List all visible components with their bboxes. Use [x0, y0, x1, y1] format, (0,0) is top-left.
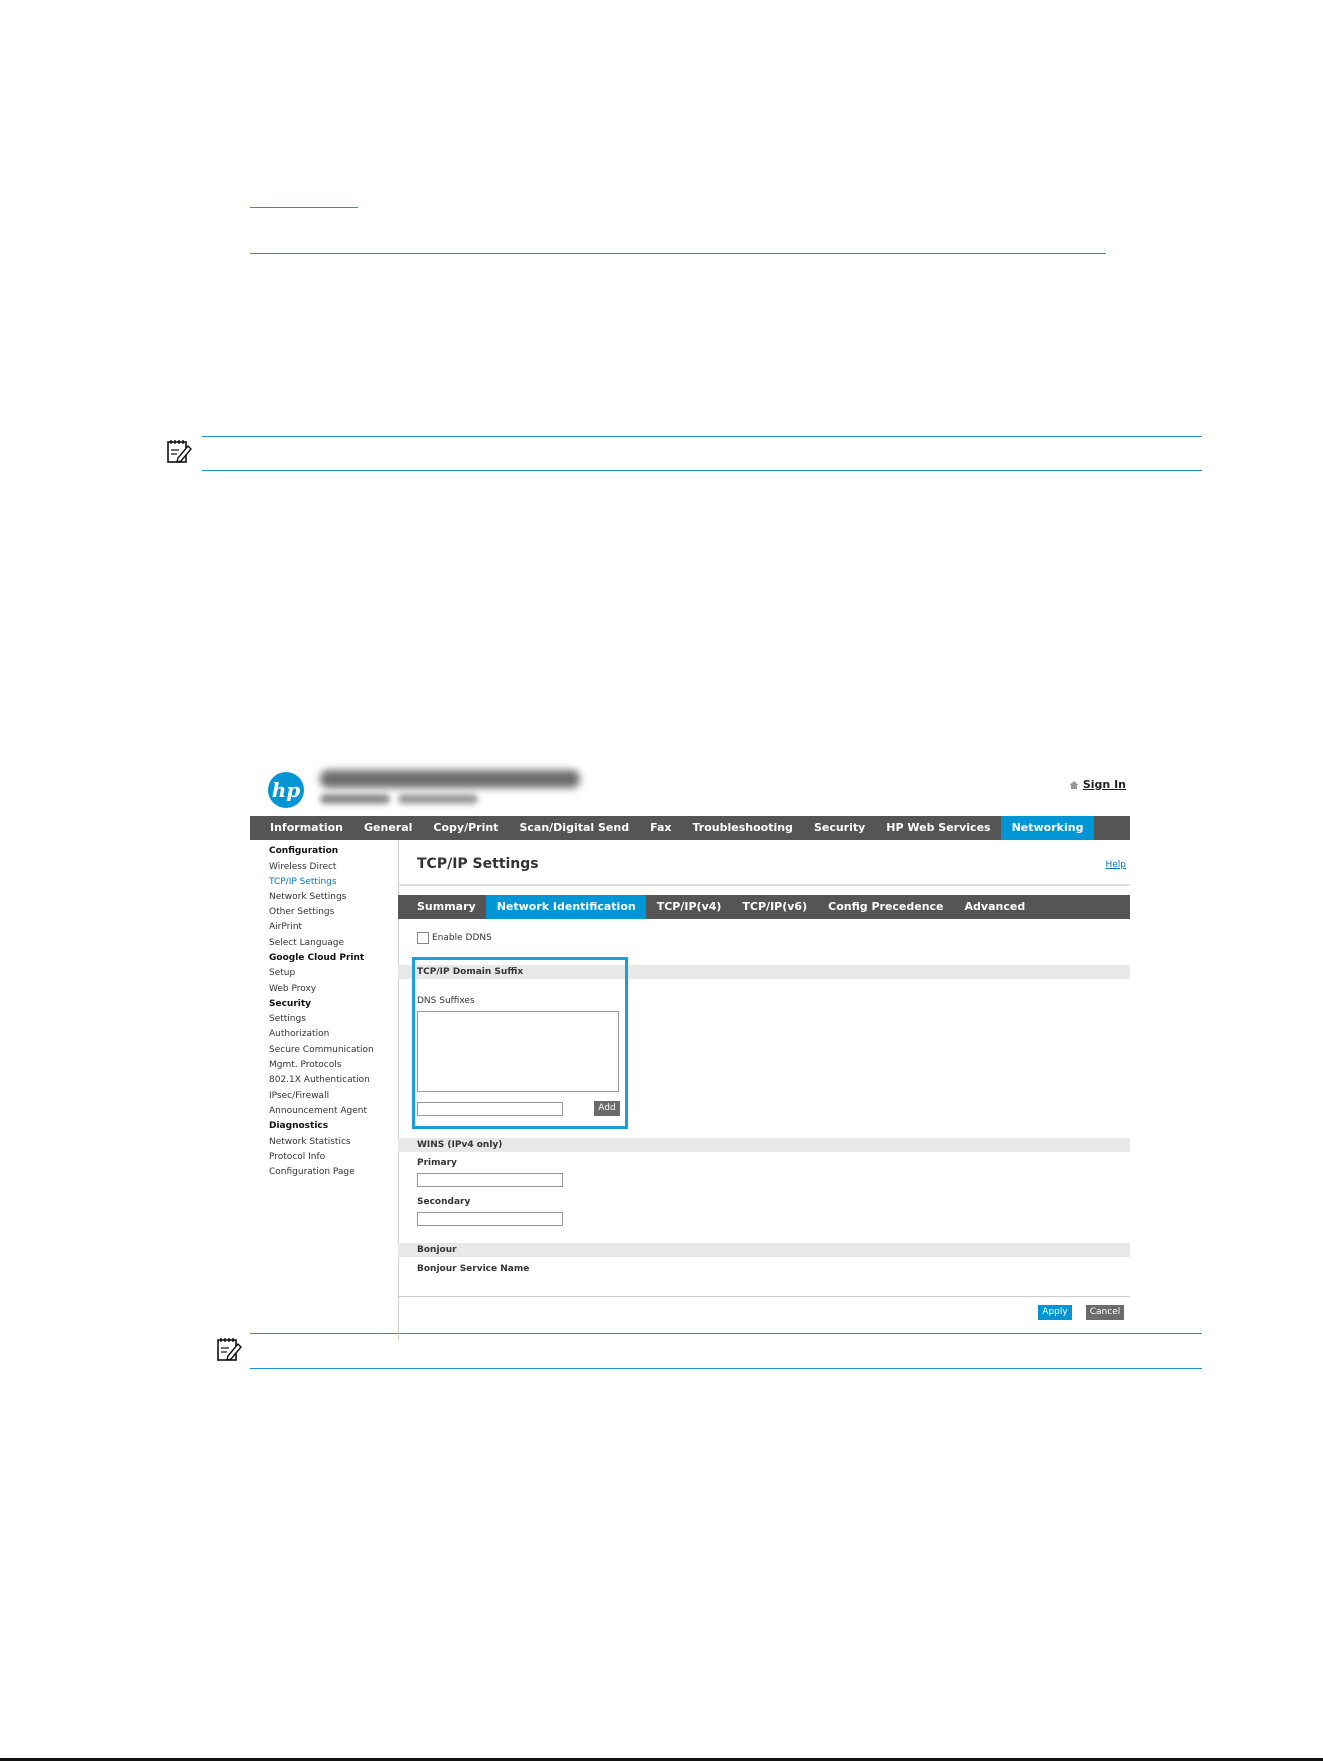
tab-hp-web-services[interactable]: HP Web Services [886, 821, 991, 834]
sidebar-heading-configuration: Configuration [269, 846, 339, 856]
title-divider [398, 884, 1130, 886]
sidebar-item-authorization[interactable]: Authorization [269, 1029, 330, 1039]
form-footer-divider [398, 1296, 1130, 1297]
sidebar-item-ipsec-firewall[interactable]: IPsec/Firewall [269, 1091, 330, 1101]
sidebar-item-8021x-authentication[interactable]: 802.1X Authentication [269, 1075, 370, 1085]
enable-ddns-label: Enable DDNS [432, 933, 492, 943]
tab-advanced[interactable]: Advanced [964, 900, 1026, 913]
cancel-button[interactable]: Cancel [1086, 1305, 1124, 1320]
sidebar-item-other-settings[interactable]: Other Settings [269, 907, 335, 917]
apply-button[interactable]: Apply [1038, 1305, 1072, 1320]
note-rule-bottom [202, 470, 1202, 471]
note-icon [216, 1336, 242, 1362]
link-underline-long[interactable] [250, 253, 1106, 254]
sidebar-heading-security: Security [269, 999, 312, 1009]
domain-suffix-section-title: TCP/IP Domain Suffix [417, 967, 524, 977]
tab-network-identification[interactable]: Network Identification [486, 895, 646, 919]
note-rule-bottom [250, 1368, 1202, 1369]
tab-networking[interactable]: Networking [1001, 816, 1094, 840]
sidebar-item-secure-communication[interactable]: Secure Communication [269, 1045, 374, 1055]
tab-tcpip-v4[interactable]: TCP/IP(v4) [656, 900, 722, 913]
wins-section-title: WINS (IPv4 only) [417, 1140, 503, 1150]
note-rule-top [202, 436, 1202, 437]
sidebar-item-airprint[interactable]: AirPrint [269, 922, 303, 932]
bonjour-service-name-label: Bonjour Service Name [417, 1264, 530, 1274]
sidebar [250, 840, 399, 1340]
tab-troubleshooting[interactable]: Troubleshooting [692, 821, 793, 834]
sidebar-heading-diagnostics: Diagnostics [269, 1121, 329, 1131]
tab-config-precedence[interactable]: Config Precedence [828, 900, 944, 913]
sub-navigation [398, 895, 1130, 919]
tab-copy-print[interactable]: Copy/Print [433, 821, 499, 834]
sidebar-item-protocol-info[interactable]: Protocol Info [269, 1152, 326, 1162]
blurred-host-name [320, 794, 390, 804]
ews-screenshot [250, 760, 1130, 1340]
sidebar-item-announcement-agent[interactable]: Announcement Agent [269, 1106, 368, 1116]
page-title: TCP/IP Settings [417, 856, 539, 872]
tab-general[interactable]: General [364, 821, 413, 834]
tab-fax[interactable]: Fax [650, 821, 672, 834]
sidebar-item-wireless-direct[interactable]: Wireless Direct [269, 862, 337, 872]
bonjour-section-title: Bonjour [417, 1245, 457, 1255]
tab-security[interactable]: Security [813, 821, 866, 834]
sidebar-item-settings[interactable]: Settings [269, 1014, 306, 1024]
sidebar-item-select-language[interactable]: Select Language [269, 938, 345, 948]
wins-section-header [398, 1138, 1130, 1152]
dns-suffixes-label: DNS Suffixes [417, 996, 475, 1006]
tab-scan-digital-send[interactable]: Scan/Digital Send [519, 821, 630, 834]
add-button[interactable]: Add [594, 1101, 620, 1116]
home-icon [1069, 780, 1079, 790]
sidebar-item-configuration-page[interactable]: Configuration Page [269, 1167, 355, 1177]
note-icon [166, 438, 192, 464]
sidebar-item-setup[interactable]: Setup [269, 968, 296, 978]
sidebar-item-mgmt-protocols[interactable]: Mgmt. Protocols [269, 1060, 342, 1070]
highlight-box [412, 957, 628, 1129]
sidebar-item-web-proxy[interactable]: Web Proxy [269, 984, 317, 994]
tab-information[interactable]: Information [270, 821, 343, 834]
primary-label: Primary [417, 1158, 457, 1168]
tab-tcpip-v6[interactable]: TCP/IP(v6) [742, 900, 808, 913]
secondary-label: Secondary [417, 1197, 471, 1207]
sign-in-label[interactable]: Sign In [1082, 778, 1126, 791]
tab-summary[interactable]: Summary [417, 900, 476, 913]
link-underline-short[interactable] [250, 207, 358, 208]
enable-ddns-row [417, 932, 492, 944]
sidebar-item-network-statistics[interactable]: Network Statistics [269, 1137, 351, 1147]
blurred-product-name [320, 770, 580, 788]
hp-logo: hp [268, 772, 304, 808]
top-navigation [250, 816, 1130, 840]
sign-in-link[interactable] [1069, 778, 1126, 791]
sidebar-item-tcpip-settings[interactable]: TCP/IP Settings [269, 877, 337, 887]
sidebar-item-network-settings[interactable]: Network Settings [269, 892, 347, 902]
blurred-ip-address [398, 794, 478, 804]
bonjour-section-header [398, 1243, 1130, 1257]
secondary-wins-input[interactable] [417, 1212, 563, 1226]
help-link[interactable]: Help [1105, 860, 1126, 870]
enable-ddns-checkbox[interactable] [417, 932, 429, 944]
sidebar-heading-google-cloud-print: Google Cloud Print [269, 953, 365, 963]
primary-wins-input[interactable] [417, 1173, 563, 1187]
